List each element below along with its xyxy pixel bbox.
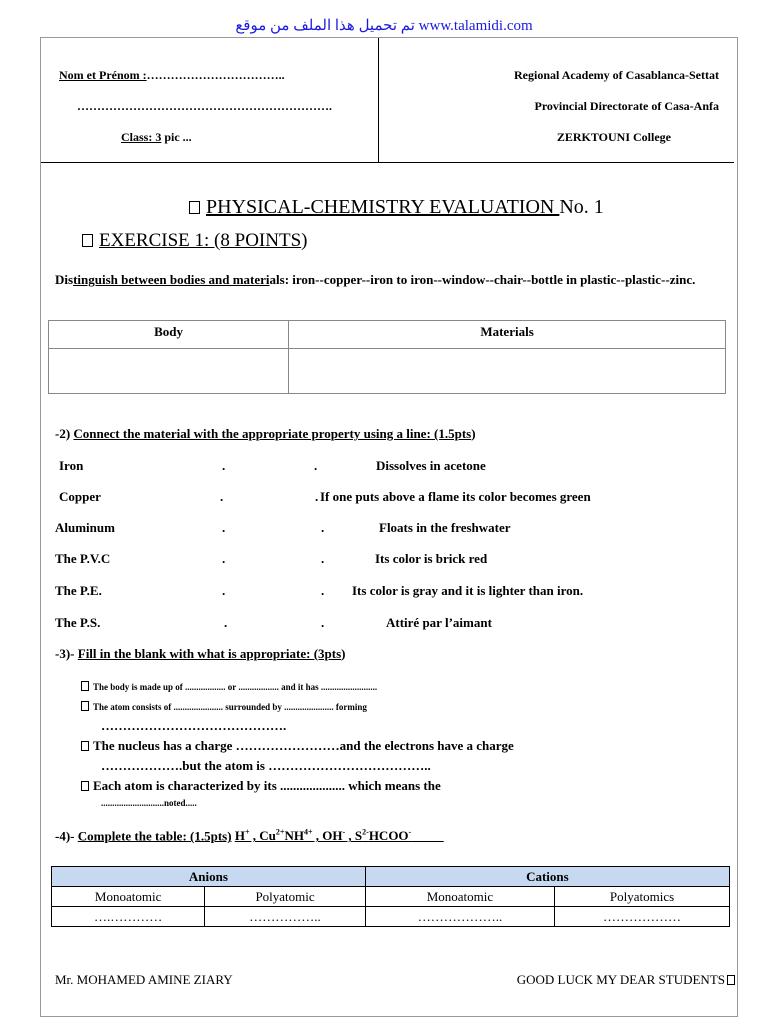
name-dots-second: ………………………………………………………. [77,99,332,113]
fill-line-6 [81,778,441,794]
question2-suffix: ) [471,426,476,441]
fill-line-7: ............................noted..... [101,798,197,808]
property: Dissolves in acetone [376,458,486,473]
checkbox-icon [81,781,89,791]
fill-line-2 [81,701,367,712]
name-line [59,68,285,83]
class-line [121,130,192,145]
question2 [55,426,476,442]
page-frame [40,37,738,1017]
property: Its color is gray and it is lighter than iron. [352,583,584,598]
right-dot[interactable]: . [321,551,325,566]
cations-mono-answer[interactable]: ……………….. [365,907,554,927]
fill-line-4 [81,738,514,754]
class-label: Class: 3 [121,130,162,144]
ion-h: H [234,828,245,844]
ions-table [51,866,730,927]
name-label: Nom et Prénom : [59,68,147,82]
anions-mono-header: Monoatomic [52,887,205,907]
left-dot[interactable]: . [222,458,226,473]
left-dot[interactable]: . [222,520,226,535]
fill-text: The atom consists of ...................... surrounded by ...................... forming [93,702,367,712]
exercise1-label: EXERCISE 1: (8 POINTS [99,230,302,251]
right-dot[interactable]: . [321,583,325,598]
material: Aluminum [55,520,115,535]
checkbox-icon [81,741,89,751]
question4-prefix: -4)- [55,828,78,844]
question3 [55,646,346,662]
header [41,38,734,163]
cations-poly-header: Polyatomics [555,887,730,907]
ion-s: , S [345,828,363,844]
connect-row [41,583,739,601]
body-answer-cell[interactable] [49,349,289,394]
question3-suffix: ) [341,646,346,661]
question3-prefix: -3)- [55,646,78,661]
ion-oh-charge: - [342,828,346,837]
left-dot[interactable]: . [224,615,228,630]
cations-header: Cations [365,867,729,887]
ion-cu-charge: 2+ [275,828,285,837]
materials-answer-cell[interactable] [289,349,726,394]
ion-oh: , OH [312,828,343,844]
table-header-body: Body [49,321,289,349]
good-luck [517,972,735,988]
material: The P.E. [55,583,102,598]
connect-row [41,520,739,538]
connect-row [41,615,739,633]
watermark-arabic: تم تحميل هذا الملف من موقع [235,18,415,34]
left-dot[interactable]: . [222,551,226,566]
checkbox-icon [82,234,93,247]
title-num: No. 1 [559,196,604,218]
checkbox-icon [189,201,200,214]
question1 [55,270,725,289]
connect-row [41,458,739,476]
header-divider [378,38,379,163]
material: Copper [59,489,101,504]
teacher-name: Mr. MOHAMED AMINE ZIARY [55,972,233,987]
question4 [55,828,444,844]
question1-post: als: iron--copper--iron to iron--window--chair--bottle in plastic--plastic--zinc. [269,272,696,287]
checkbox-icon [81,681,89,691]
left-dot[interactable]: . [222,583,226,598]
question3-text: Fill in the blank with what is appropriate: (3pts [77,646,342,661]
directorate: Provincial Directorate of Casa-Anfa [534,99,719,113]
watermark-url[interactable]: www.talamidi.com [418,18,533,34]
ion-cu: , Cu [249,828,276,844]
body-materials-table [48,320,726,394]
question2-prefix: -2) [55,426,74,441]
class-value: pic ... [161,130,192,144]
anions-header: Anions [52,867,366,887]
fill-line-5: ……………….but the atom is ……………………………….. [101,758,431,773]
academy: Regional Academy of Casablanca-Settat [514,68,719,82]
exercise1-close: ) [301,230,308,251]
material: Iron [59,458,84,473]
good-luck-text: GOOD LUCK MY DEAR STUDENTS [516,972,725,987]
material: The P.V.C [55,551,111,566]
exercise1-heading [82,230,307,252]
cations-mono-header: Monoatomic [365,887,554,907]
connect-row [41,551,739,569]
anions-poly-answer[interactable]: …………….. [205,907,366,927]
ion-s-charge: 2- [362,828,369,837]
question4-text: Complete the table: (1.5pts) [77,828,232,844]
right-dot[interactable]: . [315,489,319,504]
property: Its color is brick red [375,551,488,566]
ion-nh: NH [284,828,304,844]
anions-poly-header: Polyatomic [205,887,366,907]
fill-line-1 [81,681,377,692]
property: Attiré par l’aimant [386,615,492,630]
left-dot[interactable]: . [220,489,224,504]
question2-text: Connect the material with the appropriate property using a line: (1.5pts [73,426,472,441]
checkbox-icon [81,701,89,711]
ion-h-charge: + [244,828,250,837]
ion-hcoo: HCOO [368,828,409,844]
fill-text: The body is made up of .................. or .................. and it has ......................... [93,682,378,692]
ions-list [235,828,444,843]
right-dot[interactable]: . [321,520,325,535]
anions-mono-answer[interactable]: ….………… [52,907,205,927]
college: ZERKTOUNI College [556,130,671,144]
ion-nh-charge: 4+ [303,828,313,837]
name-dots: …………………………….. [146,68,285,82]
fill-text: The nucleus has a charge ……………………and the electrons have a charge [93,738,514,753]
material: The P.S. [55,615,101,630]
fill-line-3: ……………………………………. [101,718,287,733]
property: Floats in the freshwater [379,520,511,535]
question1-pre: Dis [55,272,74,287]
connect-row [41,489,739,507]
ion-hcoo-charge: - [408,828,412,837]
page-title [189,196,604,219]
watermark [0,16,768,35]
right-dot[interactable]: . [321,615,325,630]
cations-poly-answer[interactable]: ……………… [555,907,730,927]
checkbox-icon [727,975,735,985]
property: If one puts above a flame its color becomes green [320,489,591,504]
fill-text: Each atom is characterized by its .................... which means the [93,778,441,793]
right-dot[interactable]: . [314,458,318,473]
title-main: PHYSICAL-CHEMISTRY EVALUATION [206,196,560,218]
question1-underlined: tinguish between bodies and materi [73,272,270,287]
table-header-materials: Materials [289,321,726,349]
